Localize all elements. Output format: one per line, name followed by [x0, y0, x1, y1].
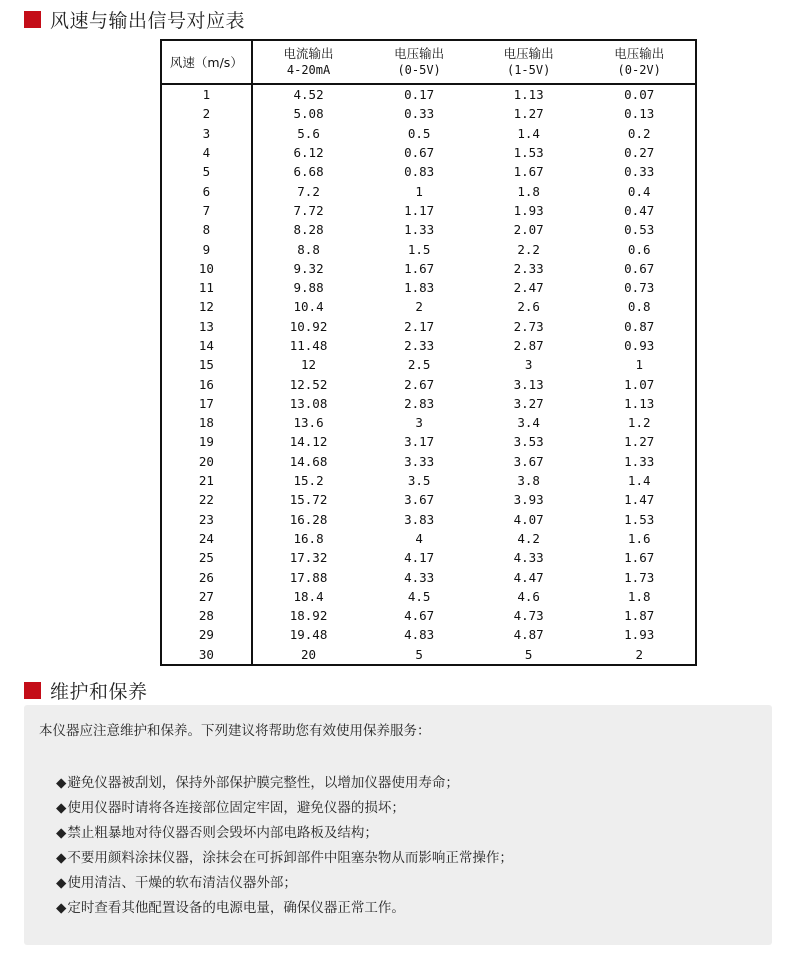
table-cell: 0.93: [624, 338, 655, 353]
table-cell: 9.88: [293, 280, 324, 296]
table-cell: 12: [161, 297, 252, 316]
diamond-bullet-icon: ◆: [56, 875, 67, 891]
column-header-current-output: [252, 40, 365, 84]
table-cell: 22: [161, 490, 252, 509]
table-cell: 3.33: [404, 453, 435, 469]
table-cell: 1.2: [627, 415, 651, 431]
section-header-signal-table: [24, 6, 245, 33]
table-cell: 15: [161, 355, 252, 374]
table-cell: 1.93: [624, 627, 655, 643]
section-title: 风速与输出信号对应表: [50, 10, 246, 32]
table-cell: 0.07: [624, 87, 655, 103]
table-cell: 7.2: [297, 183, 320, 199]
table-cell: 3: [415, 415, 423, 431]
list-item: [56, 871, 513, 896]
table-cell: 4.6: [517, 588, 540, 604]
table-cell: 1.13: [624, 395, 655, 411]
table-cell: 4.52: [293, 87, 324, 103]
column-header-unit: (0-5V): [397, 63, 441, 77]
table-row: [161, 124, 696, 143]
table-cell: 2: [415, 299, 423, 315]
table-cell: 20: [161, 452, 252, 471]
table-cell: 21: [161, 471, 252, 490]
table-cell: 4: [415, 530, 423, 546]
column-header-unit: 4-20mA: [286, 63, 331, 77]
column-header-label: 风速（m/s）: [169, 54, 243, 70]
column-header-label: 电流输出: [283, 46, 334, 61]
table-cell: 1.27: [513, 106, 544, 122]
table-cell: 2.6: [517, 299, 540, 315]
column-header-voltage-0-5v: [364, 40, 474, 84]
table-cell: 2.2: [517, 241, 540, 257]
table-cell: 1.27: [624, 434, 655, 450]
table-cell: 2.17: [404, 318, 435, 334]
table-row: [161, 374, 696, 393]
column-header-wind-speed: [161, 40, 252, 84]
list-item-text: 使用仪器时请将各连接部位固定牢固，避免仪器的损坏；: [67, 800, 405, 816]
table-cell: 1.07: [624, 376, 655, 392]
table-body: [161, 84, 696, 665]
table-row: [161, 529, 696, 548]
table-cell: 10.92: [289, 318, 328, 334]
table-row: [161, 297, 696, 316]
table-cell: 5.6: [297, 125, 320, 141]
table-cell: 0.73: [624, 280, 655, 296]
table-cell: 19: [161, 432, 252, 451]
table-cell: 0.6: [627, 241, 651, 257]
table-cell: 3: [161, 124, 252, 143]
table-cell: 16.8: [293, 530, 324, 546]
column-header-unit: (0-2V): [617, 63, 661, 77]
table-cell: 3.93: [513, 492, 544, 508]
table-cell: 0.83: [404, 164, 435, 180]
table-cell: 1.67: [513, 164, 544, 180]
table-cell: 1.33: [404, 222, 435, 238]
table-cell: 4.47: [513, 569, 544, 585]
list-item-text: 不要用颜料涂抹仪器，涂抹会在可拆卸部件中阻塞杂物从而影响正常操作；: [67, 850, 513, 866]
column-header-label: 电压输出: [394, 46, 445, 61]
table-cell: 0.33: [404, 106, 435, 122]
table-row: [161, 355, 696, 374]
table-cell: 11: [161, 278, 252, 297]
table-cell: 7.72: [293, 202, 324, 218]
table-cell: 1.67: [404, 260, 435, 276]
table-cell: 4.33: [404, 569, 435, 585]
table-cell: 13.6: [293, 415, 324, 431]
wind-speed-signal-table: [160, 39, 697, 666]
table-row: [161, 567, 696, 586]
list-item-text: 避免仪器被刮划，保持外部保护膜完整性，以增加仪器使用寿命；: [67, 775, 459, 791]
table-cell: 8.8: [297, 241, 320, 257]
table-cell: 17.88: [289, 569, 328, 585]
table-cell: 20: [301, 646, 317, 662]
table-cell: 3.53: [513, 434, 544, 450]
table-cell: 2.47: [513, 280, 544, 296]
table-cell: 1.17: [404, 202, 435, 218]
table-cell: 10.4: [293, 299, 324, 315]
table-cell: 28: [161, 606, 252, 625]
table-cell: 5.08: [293, 106, 324, 122]
table-cell: 1.47: [624, 492, 655, 508]
table-row: [161, 259, 696, 278]
table-row: [161, 490, 696, 509]
table-cell: 0.8: [627, 299, 651, 315]
list-item-text: 禁止粗暴地对待仪器否则会毁坏内部电路板及结构；: [67, 825, 378, 841]
section-marker-icon: [24, 11, 41, 28]
table-cell: 1.53: [513, 145, 544, 161]
table-cell: 1.53: [624, 511, 655, 527]
table-row: [161, 278, 696, 297]
table-cell: 16.28: [289, 511, 328, 527]
table-cell: 6: [161, 181, 252, 200]
table-row: [161, 432, 696, 451]
table-cell: 0.67: [404, 145, 435, 161]
table-cell: 1.8: [517, 183, 540, 199]
table-cell: 4.87: [513, 627, 544, 643]
table-cell: 18.4: [293, 588, 324, 604]
table-cell: 9: [161, 239, 252, 258]
table-cell: 3.27: [513, 395, 544, 411]
table-row: [161, 606, 696, 625]
table-cell: 2.33: [404, 338, 435, 353]
table-row: [161, 645, 696, 665]
table-cell: 3: [524, 357, 533, 373]
table-cell: 14.68: [289, 453, 328, 469]
table-cell: 2.5: [407, 357, 431, 373]
table-cell: 27: [161, 587, 252, 606]
table-cell: 30: [161, 645, 252, 665]
table-row: [161, 413, 696, 432]
list-item: [56, 796, 513, 821]
table-cell: 3.5: [407, 473, 431, 489]
section-title: 维护和保养: [50, 681, 148, 703]
table-cell: 4.73: [513, 608, 544, 624]
table-cell: 0.33: [624, 164, 655, 180]
table-cell: 9.32: [293, 260, 324, 276]
table-cell: 24: [161, 529, 252, 548]
table-cell: 3.8: [517, 473, 540, 489]
column-header-label: 电压输出: [503, 46, 554, 61]
table-row: [161, 336, 696, 355]
table-row: [161, 201, 696, 220]
table-cell: 1.33: [624, 453, 655, 469]
table-row: [161, 471, 696, 490]
table-cell: 1.6: [627, 530, 651, 546]
table-cell: 14: [161, 336, 252, 355]
column-header-voltage-0-2v: [583, 40, 696, 84]
list-item-text: 定时查看其他配置设备的电源电量，确保仪器正常工作。: [67, 900, 405, 916]
diamond-bullet-icon: ◆: [56, 900, 67, 916]
table-cell: 1: [635, 357, 643, 373]
table-row: [161, 220, 696, 239]
table-cell: 2.07: [513, 222, 544, 238]
table-cell: 25: [161, 548, 252, 567]
table-cell: 0.4: [627, 183, 651, 199]
table-cell: 26: [161, 567, 252, 586]
maintenance-intro: 本仪器应注意维护和保养。下列建议将帮助您有效使用保养服务：: [39, 723, 431, 739]
table-cell: 4.17: [404, 550, 435, 566]
table-cell: 3.67: [513, 453, 544, 469]
table-row: [161, 84, 696, 104]
table-cell: 1.83: [404, 280, 435, 296]
column-header-unit: (1-5V): [506, 63, 551, 77]
table-cell: 2.67: [404, 376, 435, 392]
table-cell: 14.12: [289, 434, 328, 450]
table-cell: 6.68: [293, 164, 324, 180]
table-row: [161, 548, 696, 567]
table-cell: 18.92: [289, 608, 328, 624]
table-cell: 13: [161, 317, 252, 336]
maintenance-panel: [24, 705, 772, 945]
table-cell: 0.17: [404, 87, 435, 103]
table-cell: 0.5: [407, 125, 431, 141]
table-cell: 15.2: [293, 473, 324, 489]
table-cell: 4.33: [513, 550, 544, 566]
section-marker-icon: [24, 682, 41, 699]
table-row: [161, 239, 696, 258]
table-cell: 1: [415, 183, 423, 199]
maintenance-list: [56, 771, 513, 921]
table-cell: 16: [161, 374, 252, 393]
table-cell: 1.93: [513, 202, 544, 218]
table-cell: 0.47: [624, 202, 655, 218]
table-cell: 1.87: [624, 608, 655, 624]
table-cell: 0.27: [624, 145, 655, 161]
table-cell: 3.67: [404, 492, 435, 508]
table-cell: 1.67: [624, 550, 655, 566]
table-cell: 23: [161, 510, 252, 529]
table-header-row: [161, 40, 696, 84]
table-row: [161, 587, 696, 606]
table-cell: 11.48: [289, 338, 328, 353]
table-cell: 18: [161, 413, 252, 432]
table-row: [161, 510, 696, 529]
table-cell: 6.12: [293, 145, 324, 161]
table-cell: 2.83: [404, 395, 435, 411]
table-cell: 5: [415, 646, 423, 662]
list-item: [56, 896, 513, 921]
table-row: [161, 104, 696, 123]
list-item: [56, 771, 513, 796]
table-row: [161, 625, 696, 644]
list-item-text: 使用清洁、干燥的软布清洁仪器外部；: [67, 875, 297, 891]
column-header-voltage-1-5v: [474, 40, 584, 84]
table-cell: 3.4: [517, 415, 540, 431]
diamond-bullet-icon: ◆: [56, 800, 67, 816]
table-cell: 1.4: [627, 473, 651, 489]
table-cell: 7: [161, 201, 252, 220]
table-cell: 4.07: [513, 511, 544, 527]
column-header-label: 电压输出: [614, 46, 665, 61]
table-cell: 29: [161, 625, 252, 644]
table-row: [161, 452, 696, 471]
table-cell: 15.72: [289, 492, 328, 508]
list-item: [56, 846, 513, 871]
table-cell: 8.28: [293, 222, 324, 238]
table-row: [161, 143, 696, 162]
table-cell: 1: [161, 84, 252, 104]
table-cell: 2: [635, 646, 643, 662]
table-cell: 1.13: [513, 87, 544, 103]
table-cell: 4.5: [407, 588, 431, 604]
table-cell: 13.08: [289, 395, 328, 411]
table-cell: 8: [161, 220, 252, 239]
diamond-bullet-icon: ◆: [56, 775, 67, 791]
table-cell: 4.2: [517, 530, 540, 546]
table-cell: 1.5: [407, 241, 431, 257]
table-row: [161, 162, 696, 181]
table-cell: 17: [161, 394, 252, 413]
table-cell: 4: [161, 143, 252, 162]
table-row: [161, 394, 696, 413]
table-cell: 1.4: [517, 125, 540, 141]
table-cell: 0.13: [624, 106, 655, 122]
section-header-maintenance: [24, 677, 148, 704]
table-cell: 10: [161, 259, 252, 278]
table-cell: 5: [524, 646, 533, 662]
table-cell: 12.52: [289, 376, 328, 392]
table-cell: 4.83: [404, 627, 435, 643]
table-cell: 2.73: [513, 318, 544, 334]
table-cell: 5: [161, 162, 252, 181]
table-cell: 0.87: [624, 318, 655, 334]
table-cell: 3.17: [404, 434, 435, 450]
table-cell: 3.83: [404, 511, 435, 527]
table-cell: 1.73: [624, 569, 655, 585]
table-cell: 1.8: [627, 588, 651, 604]
table-row: [161, 181, 696, 200]
list-item: [56, 821, 513, 846]
table-cell: 0.53: [624, 222, 655, 238]
table-cell: 0.67: [624, 260, 655, 276]
table-cell: 2.33: [513, 260, 544, 276]
table-cell: 2: [161, 104, 252, 123]
diamond-bullet-icon: ◆: [56, 850, 67, 866]
table-cell: 17.32: [289, 550, 328, 566]
table-row: [161, 317, 696, 336]
diamond-bullet-icon: ◆: [56, 825, 67, 841]
table-cell: 3.13: [513, 376, 544, 392]
table-cell: 0.2: [627, 125, 651, 141]
table-cell: 4.67: [404, 608, 435, 624]
table-cell: 19.48: [289, 627, 328, 643]
table-cell: 12: [301, 357, 317, 373]
table-cell: 2.87: [513, 338, 544, 353]
